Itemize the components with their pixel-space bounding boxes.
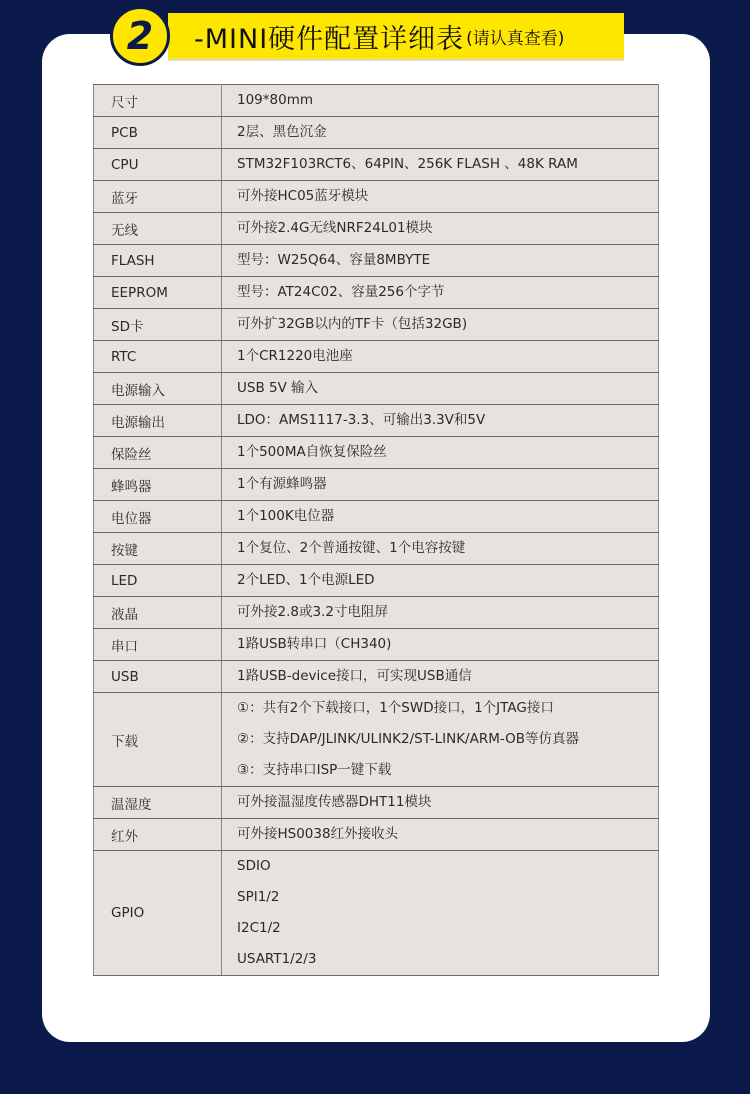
- spec-key: CPU: [94, 149, 222, 181]
- spec-value: 可外扩32GB以内的TF卡（包括32GB): [237, 316, 468, 332]
- spec-key: USB: [94, 661, 222, 693]
- table-row: [94, 85, 659, 117]
- table-row: [94, 501, 659, 533]
- spec-key: RTC: [94, 341, 222, 373]
- spec-key: 蜂鸣器: [94, 469, 222, 501]
- table-row: [94, 405, 659, 437]
- table-row: [94, 469, 659, 501]
- table-row: [94, 245, 659, 277]
- table-row: [94, 661, 659, 693]
- spec-value-cell: [222, 277, 659, 309]
- section-number-badge: [110, 6, 170, 66]
- spec-key: 按键: [94, 533, 222, 565]
- spec-key: 电位器: [94, 501, 222, 533]
- table-row: [94, 181, 659, 213]
- spec-value-cell: [222, 117, 659, 149]
- spec-value: 1个CR1220电池座: [237, 348, 353, 364]
- spec-value: STM32F103RCT6、64PIN、256K FLASH 、48K RAM: [237, 156, 578, 172]
- spec-value: 1个100K电位器: [237, 508, 335, 524]
- spec-key: 电源输入: [94, 373, 222, 405]
- table-row: [94, 597, 659, 629]
- spec-value: 1路USB-device接口，可实现USB通信: [237, 668, 472, 684]
- table-row: [94, 309, 659, 341]
- spec-value: 可外接HC05蓝牙模块: [237, 188, 369, 204]
- spec-value-cell: [222, 533, 659, 565]
- spec-value-cell: [222, 373, 659, 405]
- table-row: [94, 533, 659, 565]
- spec-value: 可外接HS0038红外接收头: [237, 826, 399, 842]
- spec-key: 红外: [94, 819, 222, 851]
- spec-value-cell: [222, 181, 659, 213]
- spec-value: 可外接2.8或3.2寸电阻屏: [237, 604, 388, 620]
- spec-value-cell: [222, 565, 659, 597]
- spec-value: 1个500MA自恢复保险丝: [237, 444, 387, 460]
- spec-value: 型号：AT24C02、容量256个字节: [237, 284, 445, 300]
- spec-key: 电源输出: [94, 405, 222, 437]
- table-row: [94, 117, 659, 149]
- table-row: [94, 437, 659, 469]
- spec-value: USB 5V 输入: [237, 380, 319, 396]
- spec-key: PCB: [94, 117, 222, 149]
- spec-value: ②：支持DAP/JLINK/ULINK2/ST-LINK/ARM-OB等仿真器: [237, 731, 579, 747]
- table-row: [94, 149, 659, 181]
- spec-value-cell: [222, 245, 659, 277]
- spec-key: 串口: [94, 629, 222, 661]
- table-row: [94, 373, 659, 405]
- spec-value: LDO：AMS1117-3.3、可输出3.3V和5V: [237, 412, 486, 428]
- spec-value: 1个复位、2个普通按键、1个电容按键: [237, 540, 466, 556]
- spec-value-cell: [222, 661, 659, 693]
- spec-key: 无线: [94, 213, 222, 245]
- spec-value: USART1/2/3: [237, 951, 317, 967]
- spec-value-cell: [222, 819, 659, 851]
- spec-value: 2层、黑色沉金: [237, 124, 327, 140]
- page-subtitle: (请认真查看): [466, 28, 565, 49]
- spec-key: 保险丝: [94, 437, 222, 469]
- spec-value: SPI1/2: [237, 889, 280, 905]
- spec-value-cell: [222, 597, 659, 629]
- spec-key: 下载: [94, 693, 222, 787]
- spec-value: ③：支持串口ISP一键下载: [237, 762, 392, 778]
- spec-value-cell: [222, 437, 659, 469]
- spec-value: I2C1/2: [237, 920, 281, 936]
- spec-value-cell: [222, 693, 659, 787]
- spec-key: LED: [94, 565, 222, 597]
- spec-key: SD卡: [94, 309, 222, 341]
- spec-key: 尺寸: [94, 85, 222, 117]
- spec-value-cell: [222, 85, 659, 117]
- table-row: [94, 693, 659, 787]
- table-row: [94, 341, 659, 373]
- spec-value: 109*80mm: [237, 92, 313, 108]
- spec-value-cell: [222, 213, 659, 245]
- section-number: 2: [126, 14, 154, 58]
- spec-key: 液晶: [94, 597, 222, 629]
- spec-value: 可外接2.4G无线NRF24L01模块: [237, 220, 433, 236]
- spec-table: [93, 84, 659, 976]
- spec-value-cell: [222, 341, 659, 373]
- spec-value-cell: [222, 309, 659, 341]
- spec-value: 型号：W25Q64、容量8MBYTE: [237, 252, 431, 268]
- table-row: [94, 851, 659, 976]
- spec-value-cell: [222, 149, 659, 181]
- spec-value-cell: [222, 851, 659, 976]
- table-row: [94, 629, 659, 661]
- table-row: [94, 787, 659, 819]
- table-row: [94, 819, 659, 851]
- table-row: [94, 565, 659, 597]
- spec-key: 蓝牙: [94, 181, 222, 213]
- spec-key: GPIO: [94, 851, 222, 976]
- spec-value: ①：共有2个下载接口，1个SWD接口，1个JTAG接口: [237, 700, 554, 716]
- spec-key: FLASH: [94, 245, 222, 277]
- page-title: -MINI硬件配置详细表: [194, 23, 465, 55]
- table-row: [94, 213, 659, 245]
- spec-key: 温湿度: [94, 787, 222, 819]
- spec-value: 可外接温湿度传感器DHT11模块: [237, 794, 432, 810]
- spec-value-cell: [222, 501, 659, 533]
- spec-value-cell: [222, 469, 659, 501]
- spec-key: EEPROM: [94, 277, 222, 309]
- header-banner: [168, 13, 624, 59]
- spec-value: 1个有源蜂鸣器: [237, 476, 327, 492]
- spec-value: SDIO: [237, 858, 271, 874]
- spec-value-cell: [222, 787, 659, 819]
- spec-value-cell: [222, 405, 659, 437]
- spec-value-cell: [222, 629, 659, 661]
- table-row: [94, 277, 659, 309]
- spec-value: 2个LED、1个电源LED: [237, 572, 375, 588]
- spec-value: 1路USB转串口（CH340): [237, 636, 392, 652]
